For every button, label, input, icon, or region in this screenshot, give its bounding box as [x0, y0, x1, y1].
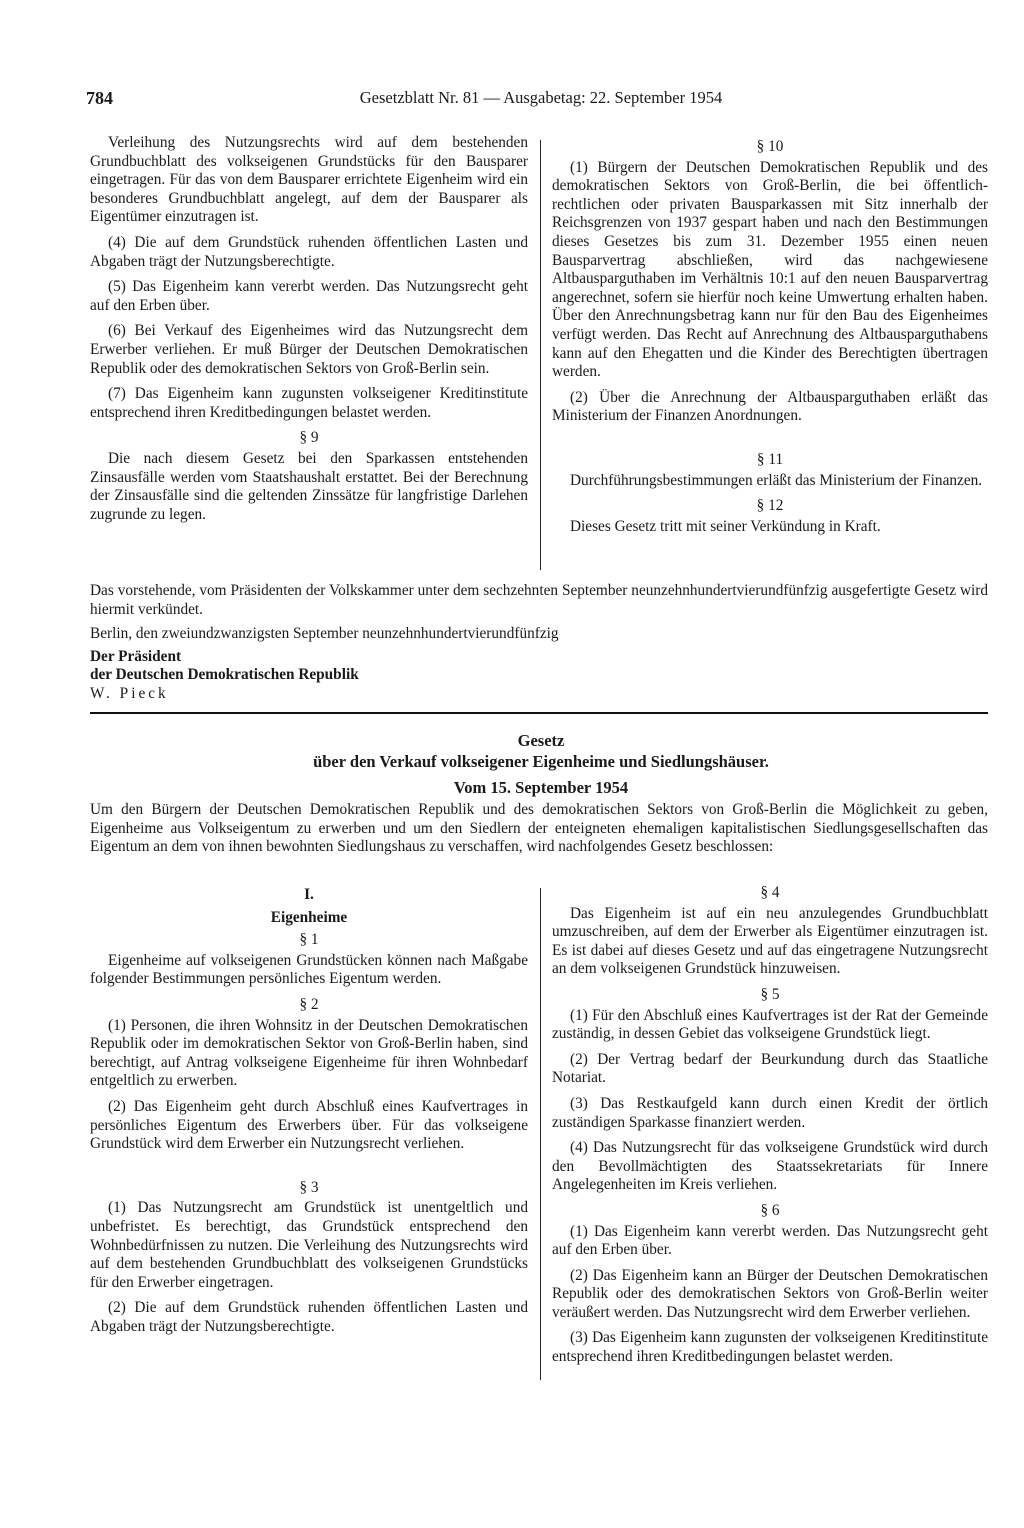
part-heading: I.	[304, 886, 314, 903]
paragraph: (4) Das Nutzungsrecht für das volkseigene Grundstück wird durch den Bevollmächtigten des Staatssekretariats für Innere Angelegenheiten im Kreis verliehen.	[552, 1139, 988, 1194]
page-header	[86, 88, 996, 114]
paragraph: (2) Das Eigenheim kann an Bürger der Deutschen Demokratischen Republik oder des demokratischen Sektors von Groß-Berlin weiter veräußert werden. Das Nutzungsrecht wird dem Erwerber verliehen.	[552, 1266, 988, 1321]
section-heading: § 11	[756, 450, 784, 468]
paragraph: (7) Das Eigenheim kann zugunsten volkseigener Kreditinstitute entsprechend ihren Kreditbedingungen belastet werden.	[90, 385, 528, 421]
paragraph: (2) Die auf dem Grundstück ruhenden öffentlichen Lasten und Abgaben trägt der Nutzungsberechtigte.	[90, 1299, 528, 1335]
section-heading: § 9	[299, 429, 319, 447]
section-heading: § 12	[756, 497, 784, 515]
paragraph: Das Eigenheim ist auf ein neu anzulegendes Grundbuchblatt umzuschreiben, auf dem der Erwerber als Eigentümer einzutragen ist. Es ist dabei auf dieses Gesetz und auf das eingetragene Nutzungsrecht an dem volkseigenen Grundstück hinzuweisen.	[552, 904, 988, 978]
paragraph: (1) Das Nutzungsrecht am Grundstück ist unentgeltlich und unbefristet. Es berechtigt, das Grundstück entsprechend den Wohnbedürfnissen zu nutzen. Die Verleihung des Nutzungsrechts wird auf dem bestehenden Grundbuchblatt des volkseigenen Grundstücks für den Erwerber eingetragen.	[90, 1199, 528, 1291]
section-heading: § 4	[760, 884, 780, 901]
signer-name: W. Pieck	[90, 684, 169, 702]
paragraph: (6) Bei Verkauf des Eigenheimes wird das Nutzungsrecht dem Erwerber verliehen. Er muß Bürger der Deutschen Demokratischen Republik oder des demokratischen Sektors von Groß-Berlin sein.	[90, 322, 528, 377]
section-heading: § 5	[760, 985, 780, 1003]
section-heading: § 3	[299, 1178, 319, 1196]
paragraph: (1) Bürgern der Deutschen Demokratischen Republik und des demokratischen Sektors von Groß-Berlin, die bei öffentlich-rechtlichen oder privaten Bausparkassen mit Sitz innerhalb der Reichsgrenzen von 1937 gespart haben und nach den Bestimmungen dieses Gesetzes bis zum 31. Dezember 1955 einen neuen Bausparvertrag abschließen, wird das nachgewiesene Altbausparguthaben im Verhältnis 10:1 auf den neuen Bausparvertrag angerechnet, sofern sie hierfür noch keine Umwertung erhalten haben. Über den Anrechnungsbetrag kann nur für den Bau des Eigenheimes verfügt werden. Das Recht auf Anrechnung des Altbausparguthabens kann auf den Ehegatten und die Kinder des Berechtigten übertragen werden.	[552, 158, 988, 381]
paragraph: (4) Die auf dem Grundstück ruhenden öffentlichen Lasten und Abgaben trägt der Nutzungsberechtigte.	[90, 233, 528, 270]
paragraph: Eigenheime auf volkseigenen Grundstücken können nach Maßgabe folgender Bestimmungen persönliches Eigentum werden.	[90, 951, 528, 988]
section-heading: § 6	[760, 1201, 780, 1219]
bottom-left-column	[90, 882, 528, 1343]
paragraph: (1) Das Eigenheim kann vererbt werden. Das Nutzungsrecht geht auf den Erben über.	[552, 1222, 988, 1259]
column-divider-top	[540, 140, 541, 570]
signer-title: Der Präsident	[90, 647, 182, 665]
paragraph: Dieses Gesetz tritt mit seiner Verkündung in Kraft.	[570, 517, 881, 535]
top-right-column	[552, 134, 988, 543]
promulgation	[90, 582, 988, 704]
paragraph: (3) Das Restkaufgeld kann durch einen Kredit der örtlich zuständigen Sparkasse finanziert werden.	[552, 1094, 988, 1131]
paragraph: (5) Das Eigenheim kann vererbt werden. Das Nutzungsrecht geht auf den Erben über.	[90, 278, 528, 314]
paragraph: (1) Für den Abschluß eines Kaufvertrages ist der Rat der Gemeinde zuständig, in dessen Gebiet das volkseigene Grundstück liegt.	[552, 1006, 988, 1043]
paragraph: Verleihung des Nutzungsrechts wird auf dem bestehenden Grundbuchblatt des volkseigenen Grundstücks für den Bausparer eingetragen. Für das von dem Bausparer errichtete Eigenheim wird ein besonderes Grundbuchblatt angelegt, auf dem der Bausparer als Eigentümer einzutragen ist.	[90, 134, 528, 226]
law-date: Vom 15. September 1954	[453, 778, 629, 797]
place-date: Berlin, den zweiundzwanzigsten September neunzehnhundertvierundfünfzig	[90, 625, 559, 643]
page-number: 784	[86, 88, 113, 108]
spacer	[90, 1161, 528, 1175]
paragraph: (3) Das Eigenheim kann zugunsten der volkseigenen Kreditinstitute entsprechend ihren Kreditbedingungen belastet werden.	[552, 1329, 988, 1366]
signer-office: der Deutschen Demokratischen Republik	[90, 666, 359, 684]
spacer	[552, 433, 988, 447]
paragraph: (2) Das Eigenheim geht durch Abschluß eines Kaufvertrages in persönliches Eigentum des Erwerbers über. Für das volkseigene Grundstück wird dem Erwerber ein Nutzungsrecht verliehen.	[90, 1097, 528, 1153]
section-heading: § 10	[756, 138, 784, 155]
paragraph: (2) Der Vertrag bedarf der Beurkundung durch das Staatliche Notariat.	[552, 1050, 988, 1087]
paragraph: Durchführungsbestimmungen erläßt das Ministerium der Finanzen.	[570, 471, 983, 489]
part-heading: Eigenheime	[270, 908, 348, 926]
law-title: Gesetz	[517, 731, 565, 750]
promulgation-text: Das vorstehende, vom Präsidenten der Volkskammer unter dem sechzehnten September neunzehnhundertvierundfünfzig ausgefertigte Gesetz wird hiermit verkündet.	[90, 582, 988, 618]
header-title: Gesetzblatt Nr. 81 — Ausgabetag: 22. September 1954	[359, 88, 723, 107]
bottom-right-column	[552, 880, 988, 1374]
column-divider-bottom	[540, 888, 541, 1380]
paragraph: (2) Über die Anrechnung der Altbausparguthaben erläßt das Ministerium der Finanzen Anordnungen.	[552, 388, 988, 425]
law-preamble	[90, 801, 988, 857]
section-rule	[90, 712, 988, 714]
top-left-column	[90, 134, 528, 531]
paragraph: (1) Personen, die ihren Wohnsitz in der Deutschen Demokratischen Republik oder im demokratischen Sektor von Groß-Berlin haben, sind berechtigt, auf Antrag volkseigene Eigenheime für ihren Wohnbedarf entgeltlich zu erwerben.	[90, 1016, 528, 1090]
section-heading: § 2	[299, 995, 319, 1013]
preamble-text: Um den Bürgern der Deutschen Demokratischen Republik und des demokratischen Sektors von Groß-Berlin die Möglichkeit zu geben, Eigenheime aus Volkseigentum zu erwerben und um den Siedlern der enteigneten ehemaligen kapitalistischen Siedlungsgesellschaften das Eigentum an dem von ihnen bewohnten Siedlungshaus zu verschaffen, wird nachfolgendes Gesetz beschlossen:	[90, 801, 988, 856]
section-heading: § 1	[299, 931, 319, 949]
law-subtitle: über den Verkauf volkseigener Eigenheime und Siedlungshäuser.	[313, 752, 769, 771]
paragraph: Die nach diesem Gesetz bei den Sparkassen entstehenden Zinsausfälle werden vom Staatshaushalt erstattet. Bei der Berechnung der Zinsausfälle sind die geltenden Zinssätze für langfristige Darlehen zugrunde zu legen.	[90, 449, 528, 523]
